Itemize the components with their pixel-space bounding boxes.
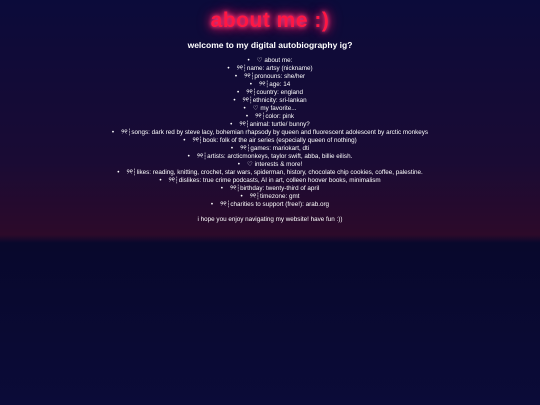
list-item: • ୨୧┆color: pink — [0, 113, 540, 121]
list-item: • ୨୧┆artists: arcticmonkeys, taylor swift, abba, billie eilish. — [0, 153, 540, 161]
ribbon-icon: ୨୧┆ — [249, 193, 260, 200]
ribbon-icon: ୨୧┆ — [244, 73, 255, 80]
ribbon-icon: ୨୧┆ — [229, 185, 241, 192]
list-item: • ୨୧┆ethnicity: sri-lankan — [0, 97, 540, 105]
list-item: • ୨୧┆likes: reading, knitting, crochet, star wars, spiderman, history, chocolate chip cookies, coffee, palestine. — [0, 169, 540, 177]
page-title: about me :) — [210, 9, 330, 32]
list-item: • ♡ my favorite... — [0, 105, 540, 113]
footer-message: i hope you enjoy navigating my website! have fun :)) — [197, 216, 343, 223]
heart-icon: ♡ — [246, 161, 255, 168]
ribbon-icon: ୨୧┆ — [121, 129, 132, 136]
ribbon-icon: ୨୧┆ — [192, 137, 203, 144]
ribbon-icon: ୨୧┆ — [255, 113, 266, 120]
list-item: • ୨୧┆dislikes: true crime podcasts, AI in art, colleen hoover books, minimalism — [0, 177, 540, 185]
ribbon-icon: ୨୧┆ — [240, 145, 251, 152]
heart-icon: ♡ — [256, 57, 265, 64]
list-item: • ୨୧┆animal: turtle/ bunny? — [0, 121, 540, 129]
list-item: • ୨୧┆pronouns: she/her — [0, 73, 540, 81]
list-item: • ୨୧┆name: artsy (nickname) — [0, 65, 540, 73]
ribbon-icon: ୨୧┆ — [246, 89, 257, 96]
ribbon-icon: ୨୧┆ — [196, 153, 208, 160]
about-list — [0, 57, 540, 209]
page-subtitle: welcome to my digital autobiography ig? — [187, 40, 353, 50]
list-item: • ୨୧┆country: england — [0, 89, 540, 97]
ribbon-icon: ୨୧┆ — [239, 121, 250, 128]
ribbon-icon: ୨୧┆ — [126, 169, 137, 176]
list-item: • ♡ about me: — [0, 57, 540, 65]
ribbon-icon: ୨୧┆ — [168, 177, 179, 184]
list-item: • ୨୧┆book: folk of the air series (especially queen of nothing) — [0, 137, 540, 145]
list-item: • ୨୧┆songs: dark red by steve lacy, bohemian rhapsody by queen and fluorescent adolescent by arctic monkeys — [0, 129, 540, 137]
heart-icon: ♡ — [252, 105, 261, 112]
list-item: • ୨୧┆birthday: twenty-third of april — [0, 185, 540, 193]
list-item: • ୨୧┆timezone: gmt — [0, 193, 540, 201]
ribbon-icon: ୨୧┆ — [236, 65, 247, 72]
list-item: • ୨୧┆age: 14 — [0, 81, 540, 89]
list-item: • ♡ interests & more! — [0, 161, 540, 169]
ribbon-icon: ୨୧┆ — [242, 97, 253, 104]
list-item: • ୨୧┆games: mariokart, dti — [0, 145, 540, 153]
ribbon-icon: ୨୧┆ — [258, 81, 270, 88]
list-item: • ୨୧┆charities to support (free!): arab.org — [0, 201, 540, 209]
ribbon-icon: ୨୧┆ — [220, 201, 231, 208]
